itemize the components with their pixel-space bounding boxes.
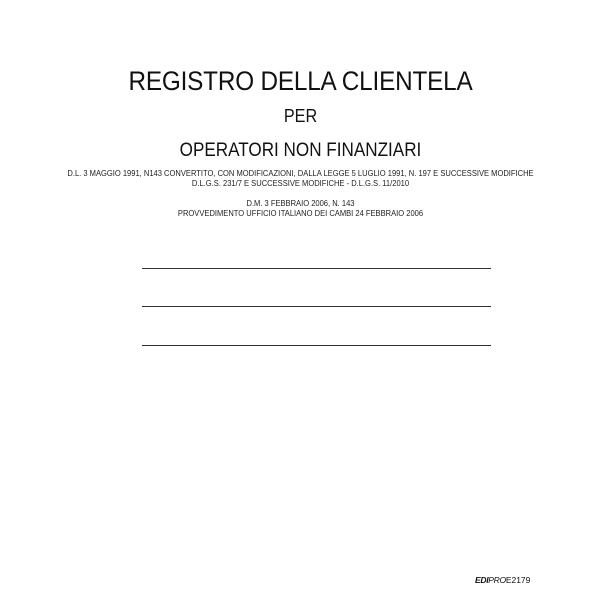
- legal-reference-2: D.L.G.S. 231/7 E SUCCESSIVE MODIFICHE - D.L.G.S. 11/2010: [191, 178, 410, 188]
- brand-name-bold: EDI: [475, 575, 489, 585]
- legal-reference-3: D.M. 3 FEBBRAIO 2006, N. 143: [246, 198, 355, 208]
- document-subtitle: OPERATORI NON FINANZIARI: [179, 140, 422, 161]
- write-in-line-2: [142, 306, 491, 307]
- document-title: REGISTRO DELLA CLIENTELA: [128, 66, 473, 96]
- write-in-line-1: [142, 268, 491, 269]
- legal-reference-4: PROVVEDIMENTO UFFICIO ITALIANO DEI CAMBI 24 FEBBRAIO 2006: [177, 208, 424, 218]
- publisher-mark: [475, 575, 530, 585]
- title-connector: PER: [283, 106, 318, 126]
- product-code: E2179: [505, 575, 531, 585]
- legal-reference-1: D.L. 3 MAGGIO 1991, N143 CONVERTITO, CON MODIFICAZIONI, DALLA LEGGE 5 LUGLIO 1991, N. 197 E SUCCESSIVE MODIFICHE: [67, 168, 534, 178]
- write-in-line-3: [142, 345, 491, 346]
- brand-name-italic: PRO: [488, 575, 506, 585]
